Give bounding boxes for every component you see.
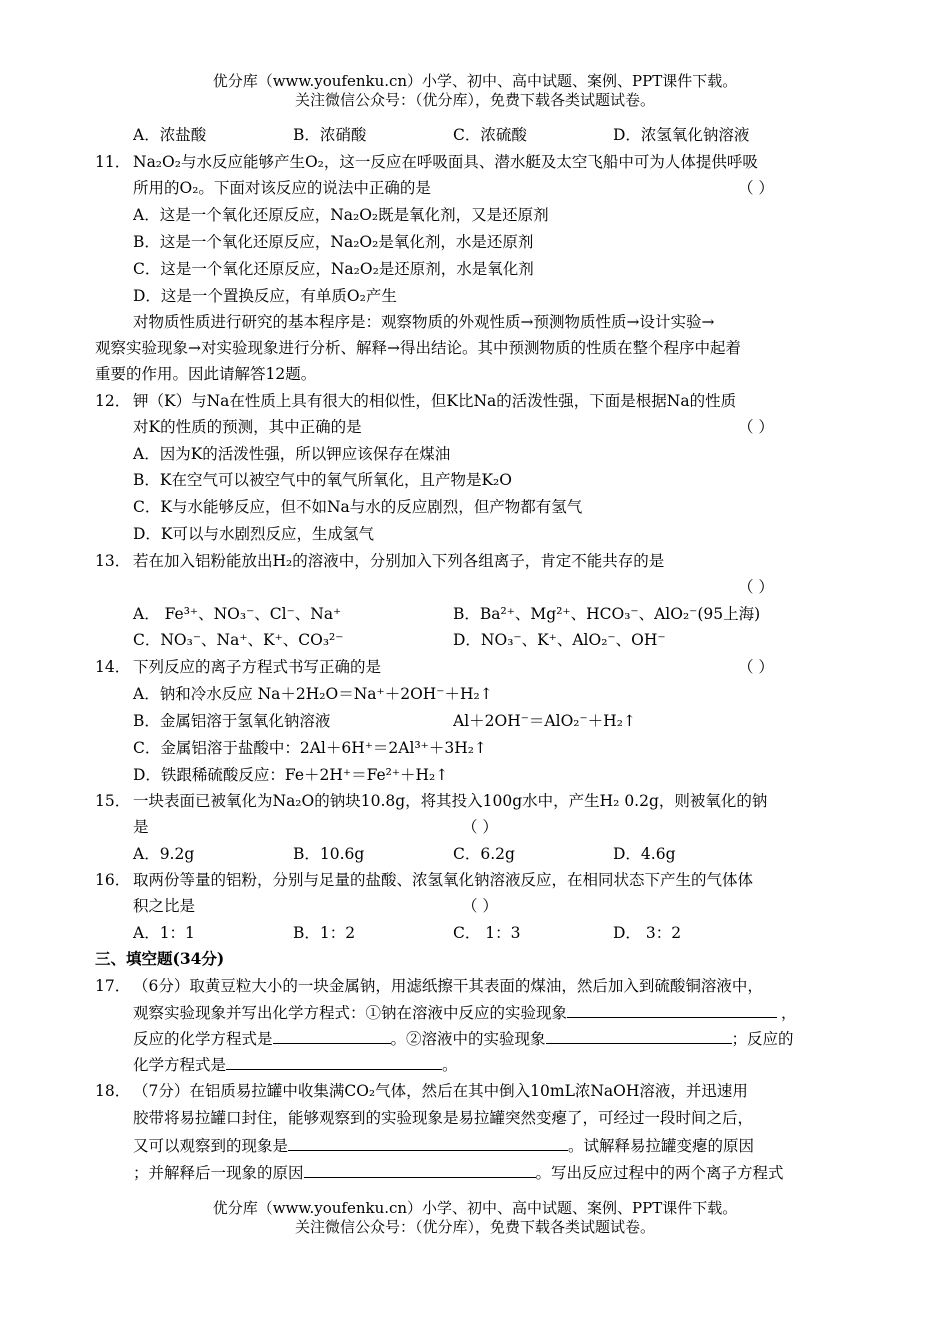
q14-option-a: A．钠和冷水反应 Na＋2H₂O＝Na⁺＋2OH⁻＋H₂↑	[133, 685, 493, 703]
q13-option-d: D．NO₃⁻、K⁺、AlO₂⁻、OH⁻	[453, 631, 666, 649]
q17-line-2	[133, 1001, 797, 1024]
intro-line-1: 对物质性质进行研究的基本程序是：观察物质的外观性质→预测物质性质→设计实验→	[133, 313, 715, 331]
q17-blank-2[interactable]	[273, 1027, 391, 1044]
q12-option-c: C．K与水能够反应，但不如Na与水的反应剧烈，但产物都有氢气	[133, 498, 583, 516]
q12-answer-paren: （ ）	[738, 418, 774, 436]
q17-blank-1[interactable]	[567, 1001, 777, 1018]
q15-number: 15．	[95, 792, 131, 810]
q17-blank-3[interactable]	[546, 1027, 732, 1044]
q16-option-d: D． 3：2	[613, 924, 682, 942]
q18-blank-2[interactable]	[304, 1161, 536, 1178]
q16-stem-line-2: 积之比是	[133, 897, 196, 915]
q14-option-c: C．金属铝溶于盐酸中：2Al＋6H⁺＝2Al³⁺＋3H₂↑	[133, 739, 487, 757]
q18-line-2: 胶带将易拉罐口封住，能够观察到的实验现象是易拉罐突然变瘪了，可经过一段时间之后，	[133, 1109, 754, 1127]
q11-number: 11．	[95, 153, 131, 171]
q13-option-a: A． Fe³⁺、NO₃⁻、Cl⁻、Na⁺	[133, 605, 342, 623]
q14-option-b-label: B．金属铝溶于氢氧化钠溶液	[133, 712, 331, 730]
q18-number: 18．	[95, 1082, 131, 1100]
q15-stem-line-1: 一块表面已被氧化为Na₂O的钠块10.8g，将其投入100g水中，产生H₂ 0.2g，则被氧化的钠	[133, 792, 768, 810]
q15-option-a: A．9.2g	[133, 845, 195, 863]
q15-answer-paren: （ ）	[462, 818, 498, 836]
q18-line-4-text-b: 。写出反应过程中的两个离子方程式	[535, 1164, 784, 1182]
q11-answer-paren: （ ）	[738, 179, 774, 197]
q17-line-4-text-b: 。	[442, 1056, 458, 1074]
q11-stem-line-2: 所用的O₂。下面对该反应的说法中正确的是	[133, 179, 431, 197]
q16-answer-paren: （ ）	[462, 897, 498, 915]
q15-stem-line-2: 是	[133, 818, 149, 836]
q12-number: 12．	[95, 392, 131, 410]
q18-line-4-text-a: ；并解释后一现象的原因	[133, 1164, 304, 1182]
q13-number: 13．	[95, 552, 131, 570]
q16-option-b: B．1：2	[293, 924, 356, 942]
q12-option-a: A．因为K的活泼性强，所以钾应该保存在煤油	[133, 445, 451, 463]
q17-line-3-text-a: 反应的化学方程式是	[133, 1030, 273, 1048]
q11-option-d: D．这是一个置换反应，有单质O₂产生	[133, 287, 397, 305]
q15-option-c: C．6.2g	[453, 845, 515, 863]
q12-option-b: B．K在空气可以被空气中的氧气所氧化，且产物是K₂O	[133, 471, 512, 489]
q17-line-4-text-a: 化学方程式是	[133, 1056, 227, 1074]
q18-line-1: （7分）在铝质易拉罐中收集满CO₂气体，然后在其中倒入10mL浓NaOH溶液，并迅速用	[133, 1082, 748, 1100]
q18-blank-1[interactable]	[288, 1134, 568, 1151]
q14-number: 14．	[95, 658, 131, 676]
intro-line-3: 重要的作用。因此请解答12题。	[95, 365, 317, 383]
q17-line-1: （6分）取黄豆粒大小的一块金属钠，用滤纸擦干其表面的煤油，然后加入到硫酸铜溶液中，	[133, 977, 763, 995]
q17-line-2-end: ，	[781, 1004, 797, 1022]
header-line-2: 关注微信公众号：（优分库），免费下载各类试题试卷。	[294, 91, 655, 109]
q12-stem-line-1: 钾（K）与Na在性质上具有很大的相似性，但K比Na的活泼性强，下面是根据Na的性质	[133, 392, 737, 410]
q11-option-a: A．这是一个氧化还原反应，Na₂O₂既是氧化剂，又是还原剂	[133, 206, 549, 224]
q17-line-2-text: 观察实验现象并写出化学方程式：①钠在溶液中反应的实验现象	[133, 1004, 568, 1022]
intro-line-2: 观察实验现象→对实验现象进行分析、解释→得出结论。其中预测物质的性质在整个程序中起着	[95, 339, 741, 357]
footer-line-2: 关注微信公众号：（优分库），免费下载各类试题试卷。	[294, 1218, 655, 1236]
q17-line-3-text-c: ；反应的	[731, 1030, 794, 1048]
q16-option-c: C． 1：3	[453, 924, 521, 942]
q17-line-4	[133, 1053, 458, 1076]
q10-option-a: A．浓盐酸	[133, 126, 207, 144]
q13-answer-paren: （ ）	[738, 578, 774, 596]
footer-line-1: 优分库（www.youfenku.cn）小学、初中、高中试题、案例、PPT课件下载。	[212, 1199, 738, 1217]
q16-stem-line-1: 取两份等量的铝粉，分别与足量的盐酸、浓氢氧化钠溶液反应，在相同状态下产生的气体体	[133, 871, 754, 889]
q18-line-3	[133, 1134, 754, 1157]
q18-line-3-text-b: 。试解释易拉罐变瘪的原因	[568, 1137, 755, 1155]
section-3-heading: 三、填空题(34分)	[95, 949, 225, 968]
q13-option-c: C．NO₃⁻、Na⁺、K⁺、CO₃²⁻	[133, 631, 344, 649]
q16-number: 16．	[95, 871, 131, 889]
q14-answer-paren: （ ）	[738, 658, 774, 676]
q15-option-b: B．10.6g	[293, 845, 365, 863]
q13-option-b: B．Ba²⁺、Mg²⁺、HCO₃⁻、AlO₂⁻(95上海)	[453, 605, 761, 623]
q18-line-3-text-a: 又可以观察到的现象是	[133, 1137, 289, 1155]
q12-option-d: D．K可以与水剧烈反应，生成氢气	[133, 525, 375, 543]
q11-option-c: C．这是一个氧化还原反应，Na₂O₂是还原剂，水是氧化剂	[133, 260, 534, 278]
q17-number: 17．	[95, 977, 131, 995]
q14-option-b-equation: Al＋2OH⁻＝AlO₂⁻＋H₂↑	[453, 712, 636, 730]
q14-stem-line-1: 下列反应的离子方程式书写正确的是	[133, 658, 382, 676]
q18-line-4	[133, 1161, 784, 1184]
q14-option-d: D．铁跟稀硫酸反应：Fe＋2H⁺＝Fe²⁺＋H₂↑	[133, 766, 449, 784]
q17-line-3	[133, 1027, 794, 1050]
q10-option-b: B．浓硝酸	[293, 126, 367, 144]
q12-stem-line-2: 对K的性质的预测，其中正确的是	[133, 418, 362, 436]
q17-blank-4[interactable]	[226, 1053, 442, 1070]
q10-option-c: C．浓硫酸	[453, 126, 527, 144]
q11-stem-line-1: Na₂O₂与水反应能够产生O₂，这一反应在呼吸面具、潜水艇及太空飞船中可为人体提供呼吸	[133, 153, 758, 171]
header-line-1: 优分库（www.youfenku.cn）小学、初中、高中试题、案例、PPT课件下载。	[212, 72, 738, 90]
q10-option-d: D．浓氢氧化钠溶液	[613, 126, 750, 144]
q17-line-3-text-b: 。②溶液中的实验现象	[390, 1030, 546, 1048]
q15-option-d: D．4.6g	[613, 845, 676, 863]
q16-option-a: A．1：1	[133, 924, 195, 942]
q13-stem-line-1: 若在加入铝粉能放出H₂的溶液中，分别加入下列各组离子，肯定不能共存的是	[133, 552, 665, 570]
q11-option-b: B．这是一个氧化还原反应，Na₂O₂是氧化剂，水是还原剂	[133, 233, 534, 251]
